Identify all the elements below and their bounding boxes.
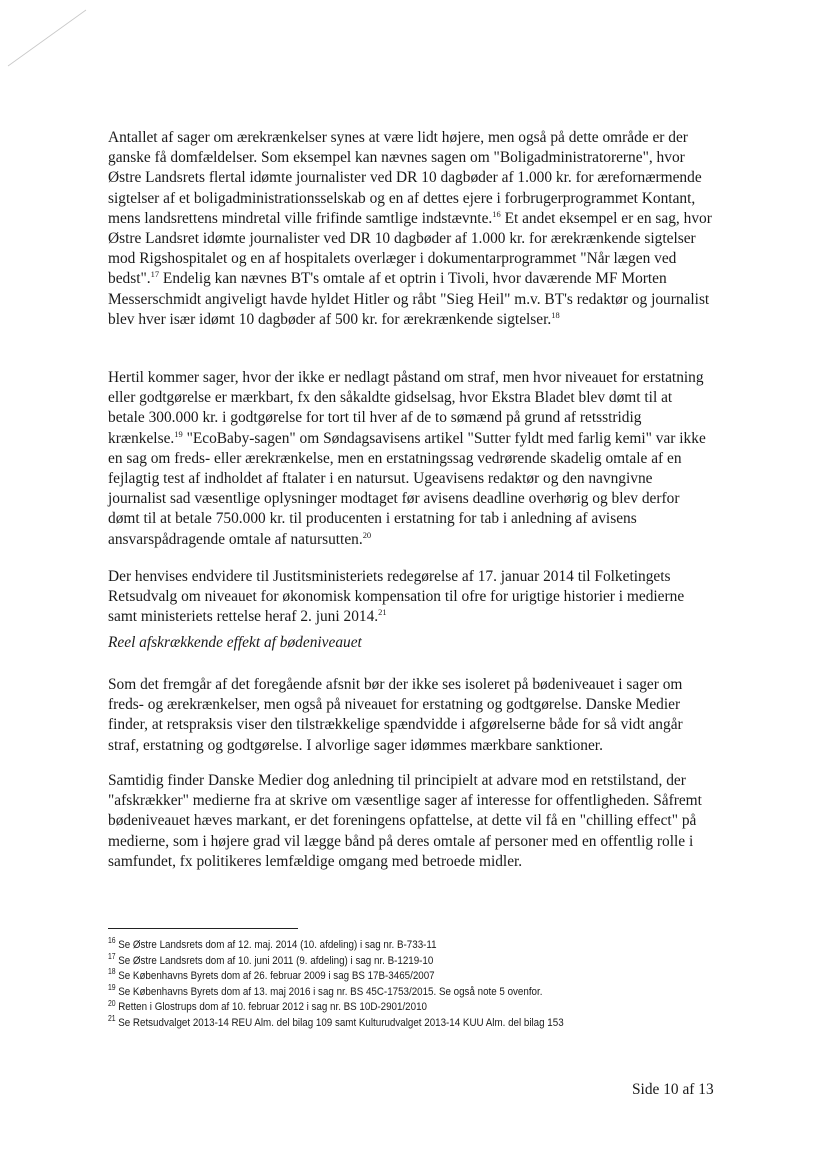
scan-artifact-line — [0, 0, 100, 80]
footnote-text: Retten i Glostrups dom af 10. februar 2012 i sag nr. BS 10D-2901/2010 — [118, 1001, 427, 1014]
body-paragraph-3 — [108, 567, 712, 628]
footnote-list — [108, 938, 641, 1032]
body-paragraph-2 — [108, 368, 712, 550]
section-heading: Reel afskrækkende effekt af bødeniveauet — [108, 634, 362, 651]
footnote-item — [108, 1000, 641, 1016]
footnote-number: 17 — [108, 951, 116, 961]
footnote-number: 21 — [108, 1014, 116, 1024]
footnote-ref-21: 21 — [378, 607, 387, 618]
body-paragraph-5: Samtidig finder Danske Medier dog anledning til principielt at advare mod en retstilstand, der "afskrækker" medierne fra at skrive om væsentlige sager af interesse for offentligheden. Såfremt bødeniveauet hæves markant, er det foreningens opfattelse, at dette vil få en "chilling effect" på medierne, som i højere grad vil lægge bånd på deres omtale af personer med en offentlig rolle i samfundet, fx politikeres lemfældige omgang med betroede midler. — [108, 772, 702, 870]
body-paragraph-4: Som det fremgår af det foregående afsnit bør der ikke ses isoleret på bødeniveauet i sager om freds- og ærekrænkelser, men også på niveauet for erstatning og godtgørelse. Danske Medier finder, at retspraksis viser den tilstrækkelige spændvidde i afgørelserne både for så vidt angår straf, erstatning og godtgørelse. I alvorlige sager idømmes mærkbare sanktioner. — [108, 676, 683, 754]
footnote-text: Se Københavns Byrets dom af 13. maj 2016 i sag nr. BS 45C-1753/2015. Se også note 5 ovenfor. — [118, 985, 543, 998]
footnote-item — [108, 982, 641, 1001]
footnote-text: Se Østre Landsrets dom af 12. maj. 2014 (10. afdeling) i sag nr. B-733-11 — [118, 939, 437, 951]
footnote-number: 19 — [108, 982, 116, 992]
paragraph-text: Der henvises endvidere til Justitsministeriets redegørelse af 17. januar 2014 til Folketingets Retsudvalg om niveauet for økonomisk kompensation til ofre for urigtige historier i medierne samt ministeriets rettelse heraf 2. juni 2014. — [108, 568, 685, 626]
footnote-separator — [108, 928, 298, 929]
footnote-text: Se Københavns Byrets dom af 26. februar 2009 i sag BS 17B-3465/2007 — [118, 970, 435, 983]
paragraph-text: "EcoBaby-sagen" om Søndagsavisens artikel "Sutter fyldt med farlig kemi" var ikke en sag om freds- eller ærekrænkelse, men en erstatningssag vedrørende skadelig omtale af en fejlagtig test af indholdet af ftalater i en natursut. Ugeavisens redaktør og den navngivne journalist sad væsentlige oplysninger modtaget før avisens deadline overhørig og blev derfor dømt til at betale 750.000 kr. til producenten i erstatning for tab i anledning af avisens ansvarspådragende omtale af natursutten. — [108, 429, 706, 548]
footnote-ref-18: 18 — [551, 309, 560, 320]
footnote-number: 16 — [108, 936, 116, 946]
footnote-item — [108, 1016, 641, 1032]
footnote-number: 18 — [108, 967, 116, 977]
paragraph-text: Et andet eksempel er en sag, hvor Østre Landsret idømte journalister ved DR 10 dagbøder af 1.000 kr. for ærekrænkende sigtelser mod Rigshospitalet og en af hospitalets overlæger i dokumentarprogrammet "Når lægen ved bedst". — [108, 209, 712, 288]
footnote-text: Se Retsudvalget 2013-14 REU Alm. del bilag 109 samt Kulturudvalget 2013-14 KUU Alm. del bilag 153 — [118, 1016, 564, 1029]
body-paragraph-1 — [108, 128, 712, 330]
paragraph-text: Endelig kan nævnes BT's omtale af et optrin i Tivoli, hvor daværende MF Morten Messerschmidt angiveligt havde hyldet Hitler og råbt "Sieg Heil" m.v. BT's redaktør og journalist blev hver især idømt 10 dagbøder af 500 kr. for ærekrænkende sigtelser. — [108, 270, 710, 328]
paragraph-text: Hertil kommer sager, hvor der ikke er nedlagt påstand om straf, men hvor niveauet for erstatning eller godtgørelse er mærkbart, fx den såkaldte gidselsag, hvor Ekstra Bladet blev dømt til at betale 300.000 kr. i godtgørelse for tort til hver af de to sømænd på grund af retsstridig krænkelse. — [108, 369, 704, 447]
footnote-item — [108, 938, 641, 954]
page-number: Side 10 af 13 — [632, 1081, 714, 1098]
footnote-ref-19: 19 — [174, 428, 183, 439]
footnote-ref-17: 17 — [150, 269, 160, 280]
footnote-item — [108, 951, 641, 970]
footnote-ref-16: 16 — [492, 208, 501, 219]
paragraph-text: Antallet af sager om ærekrænkelser synes at være lidt højere, men også på dette område er der ganske få domfældelser. Som eksempel kan nævnes sagen om "Boligadministratorerne", hvor Østre Landsrets flertal idømte journalister ved DR 10 dagbøder af 1.000 kr. for ærefornærmende sigtelser af et boligadministrationsselskab og en af dettes ejere i forbrugerprogrammet Kontant, mens landsrettens mindretal ville frifinde samtlige indstævnte. — [108, 129, 702, 227]
footnote-item — [108, 969, 641, 985]
footnote-ref-20: 20 — [362, 529, 372, 540]
footnote-text: Se Østre Landsrets dom af 10. juni 2011 (9. afdeling) i sag nr. B-1219-10 — [118, 954, 434, 967]
footnote-number: 20 — [108, 998, 116, 1008]
